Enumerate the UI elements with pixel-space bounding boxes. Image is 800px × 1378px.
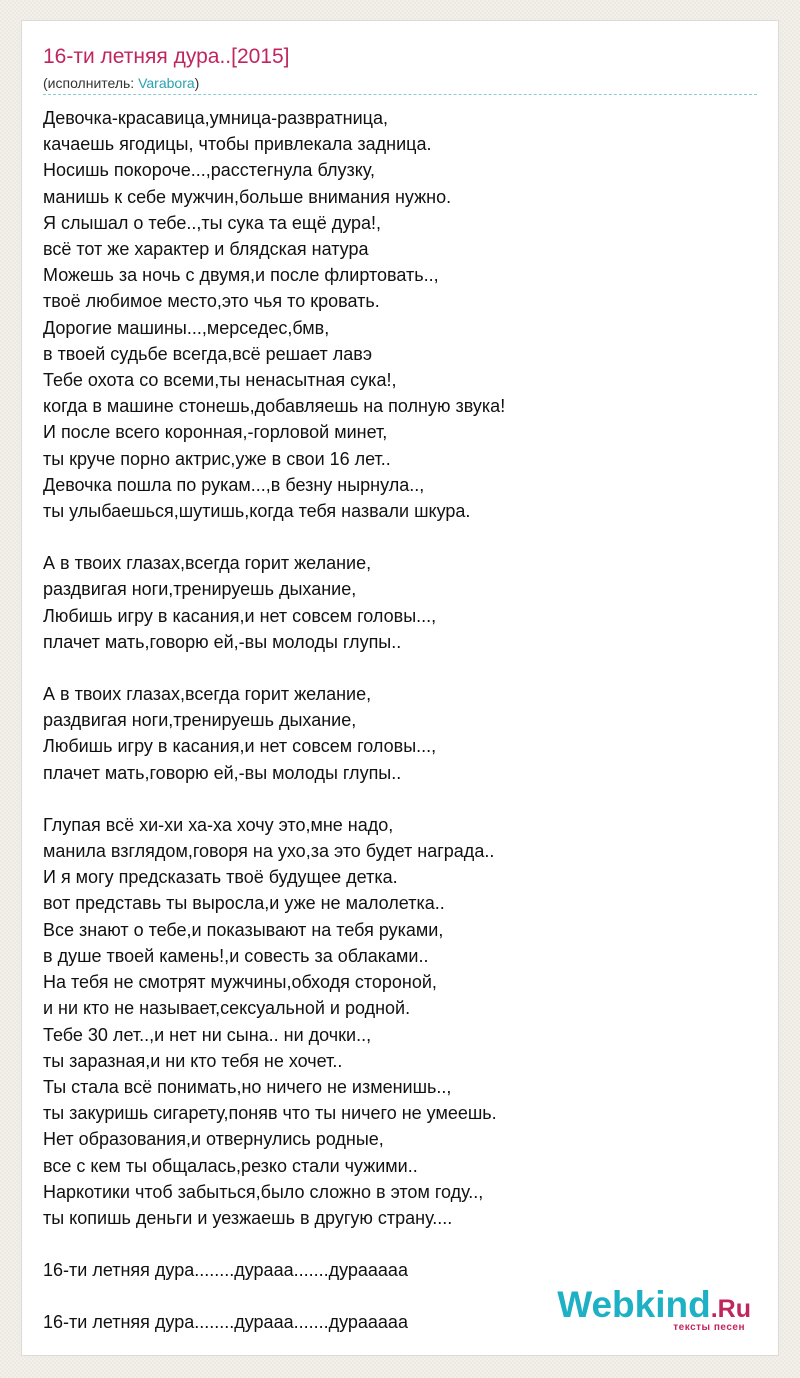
lyrics-stanza: [43, 681, 763, 786]
lyric-line: И после всего коронная,-горловой минет,: [43, 422, 388, 443]
lyrics-stanza: [43, 812, 763, 1231]
lyric-line: Я слышал о тебе..,ты сука та ещё дура!,: [43, 212, 382, 233]
lyric-line: А в твоих глазах,всегда горит желание,: [43, 553, 372, 574]
lyric-line: ты улыбаешься,шутишь,когда тебя назвали шкура.: [43, 501, 471, 522]
lyric-line: ты заразная,и ни кто тебя не хочет..: [43, 1050, 343, 1071]
lyric-line: ты закуришь сигарету,поняв что ты ничего не умеешь.: [43, 1103, 497, 1124]
lyric-line: плачет мать,говорю ей,-вы молоды глупы..: [43, 631, 402, 652]
lyrics-stanza: [43, 105, 763, 524]
lyric-line: 16-ти летняя дура........дурааа.......дураааaa: [43, 1312, 408, 1333]
lyric-line: в душе твоей камень!,и совесть за облаками..: [43, 945, 429, 966]
lyric-line: плачет мать,говорю ей,-вы молоды глупы..: [43, 762, 402, 783]
lyric-line: Ты стала всё понимать,но ничего не изменишь..,: [43, 1076, 452, 1097]
lyric-line: Можешь за ночь с двумя,и после флиртовать..,: [43, 265, 439, 286]
lyric-line: Девочка-красавица,умница-развратница,: [43, 108, 388, 128]
lyric-line: качаешь ягодицы, чтобы привлекала задница.: [43, 134, 432, 155]
lyric-line: ты копишь деньги и уезжаешь в другую страну....: [43, 1207, 453, 1228]
lyric-line: Наркотики чтоб забыться,было сложно в этом году..,: [43, 1181, 484, 1202]
title-divider: [43, 94, 757, 95]
artist-link[interactable]: Varabora: [138, 75, 195, 91]
lyrics-stanza: [43, 1257, 763, 1283]
lyrics-body: [43, 105, 763, 1362]
lyric-line: На тебя не смотрят мужчины,обходя стороной,: [43, 972, 437, 993]
artist-suffix: ): [194, 75, 200, 91]
site-logo[interactable]: [557, 1284, 751, 1337]
lyric-line: все с кем ты общалась,резко стали чужими..: [43, 1155, 418, 1176]
lyric-line: Любишь игру в касания,и нет совсем головы...,: [43, 605, 437, 626]
lyric-line: Носишь покороче...,расстегнула блузку,: [43, 160, 375, 181]
lyric-line: Все знают о тебе,и показывают на тебя руками,: [43, 919, 444, 940]
lyric-line: раздвигая ноги,тренируешь дыхание,: [43, 579, 357, 600]
lyric-line: твоё любимое место,это чья то кровать.: [43, 291, 380, 312]
logo-tld: .Ru: [710, 1295, 751, 1323]
lyric-line: всё тот же характер и блядская натура: [43, 239, 369, 260]
lyric-line: Тебе 30 лет..,и нет ни сына.. ни дочки..,: [43, 1024, 372, 1045]
lyric-line: когда в машине стонешь,добавляешь на полную звука!: [43, 396, 506, 417]
song-title: 16-ти летняя дура..[2015]: [43, 45, 290, 68]
lyric-line: Тебе охота со всеми,ты ненасытная сука!,: [43, 370, 397, 391]
lyric-line: Любишь игру в касания,и нет совсем головы...,: [43, 736, 437, 757]
lyric-line: Дорогие машины...,мерседес,бмв,: [43, 317, 330, 338]
lyric-line: 16-ти летняя дура........дурааа.......дураааaa: [43, 1260, 408, 1281]
lyric-line: в твоей судьбе всегда,всё решает лавэ: [43, 343, 373, 364]
lyric-line: Девочка пошла по рукам...,в безну нырнула..,: [43, 474, 425, 495]
lyric-line: и ни кто не называет,сексуальной и родной.: [43, 998, 411, 1019]
artist-line: [43, 74, 199, 92]
lyrics-card: [21, 20, 779, 1356]
lyric-line: А в твоих глазах,всегда горит желание,: [43, 684, 372, 705]
logo-tagline: тексты песен: [673, 1322, 745, 1333]
logo-brand: Webkind: [557, 1284, 711, 1325]
lyric-line: манишь к себе мужчин,больше внимания нужно.: [43, 186, 452, 207]
lyric-line: И я могу предсказать твоё будущее детка.: [43, 867, 398, 888]
lyric-line: раздвигая ноги,тренируешь дыхание,: [43, 710, 357, 731]
lyric-line: Нет образования,и отвернулись родные,: [43, 1129, 384, 1150]
lyric-line: ты круче порно актрис,уже в свои 16 лет..: [43, 448, 391, 469]
lyric-line: вот представь ты выросла,и уже не малолетка..: [43, 893, 445, 914]
lyrics-stanza: [43, 550, 763, 655]
lyric-line: Глупая всё хи-хи ха-ха хочу это,мне надо,: [43, 814, 394, 835]
artist-prefix: (исполнитель:: [43, 75, 139, 91]
lyric-line: манила взглядом,говоря на ухо,за это будет награда..: [43, 841, 495, 862]
